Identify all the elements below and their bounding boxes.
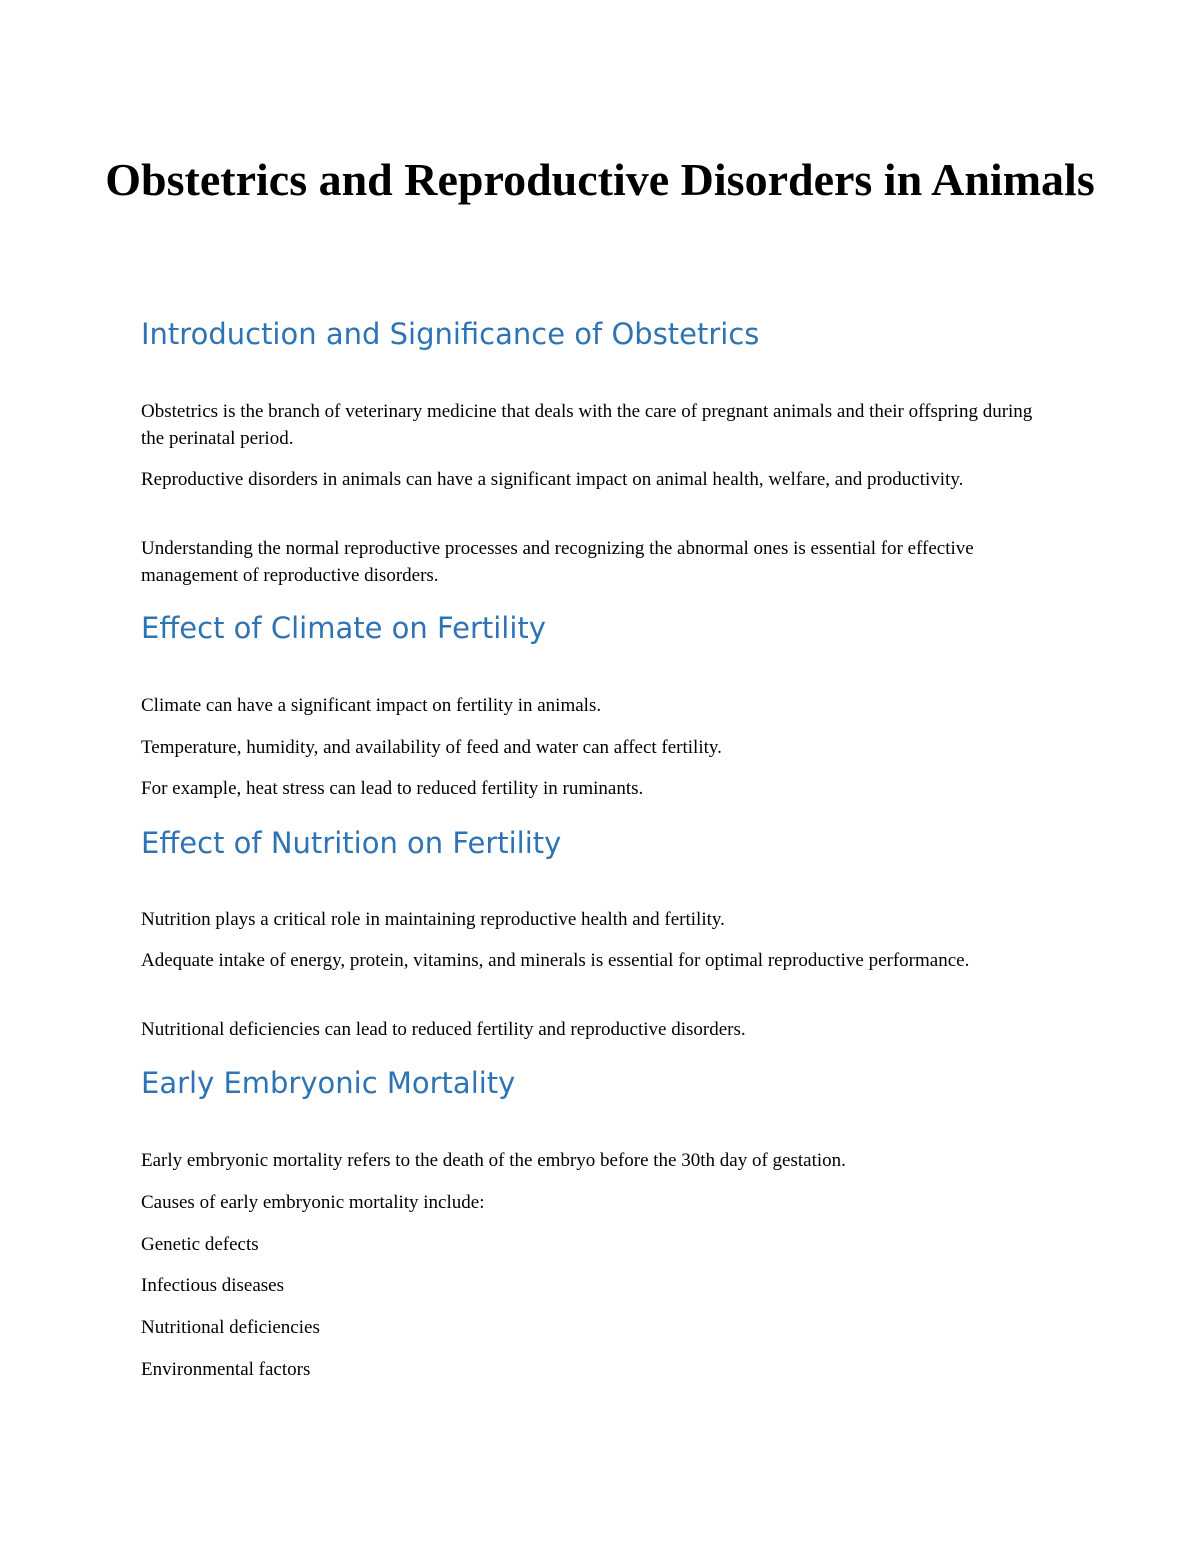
paragraph: Temperature, humidity, and availability of feed and water can affect fertility. xyxy=(141,737,722,758)
paragraph: Obstetrics is the branch of veterinary medicine that deals with the care of pregnant animals and their offspring during the perinatal period. xyxy=(141,401,1033,449)
section-heading-introduction: Introduction and Significance of Obstetrics xyxy=(141,317,760,351)
document-title: Obstetrics and Reproductive Disorders in Animals xyxy=(105,154,1095,205)
paragraph: Understanding the normal reproductive processes and recognizing the abnormal ones is essential for effective management of reproductive disorders. xyxy=(141,538,974,586)
paragraph: Nutrition plays a critical role in maintaining reproductive health and fertility. xyxy=(141,909,725,930)
paragraph: For example, heat stress can lead to reduced fertility in ruminants. xyxy=(141,778,644,799)
section-heading-embryonic-mortality: Early Embryonic Mortality xyxy=(141,1066,516,1100)
paragraph: Causes of early embryonic mortality include: xyxy=(141,1192,485,1213)
list-item: Infectious diseases xyxy=(141,1275,284,1296)
list-item: Genetic defects xyxy=(141,1234,259,1255)
section-heading-climate: Effect of Climate on Fertility xyxy=(141,611,546,645)
paragraph: Climate can have a significant impact on fertility in animals. xyxy=(141,695,602,716)
list-item: Nutritional deficiencies xyxy=(141,1317,320,1338)
list-item: Environmental factors xyxy=(141,1359,311,1380)
paragraph: Reproductive disorders in animals can have a significant impact on animal health, welfare, and productivity. xyxy=(141,469,964,490)
paragraph: Nutritional deficiencies can lead to reduced fertility and reproductive disorders. xyxy=(141,1019,746,1040)
section-heading-nutrition: Effect of Nutrition on Fertility xyxy=(141,826,562,860)
paragraph: Early embryonic mortality refers to the death of the embryo before the 30th day of gestation. xyxy=(141,1150,846,1171)
paragraph: Adequate intake of energy, protein, vitamins, and minerals is essential for optimal reproductive performance. xyxy=(141,950,970,971)
